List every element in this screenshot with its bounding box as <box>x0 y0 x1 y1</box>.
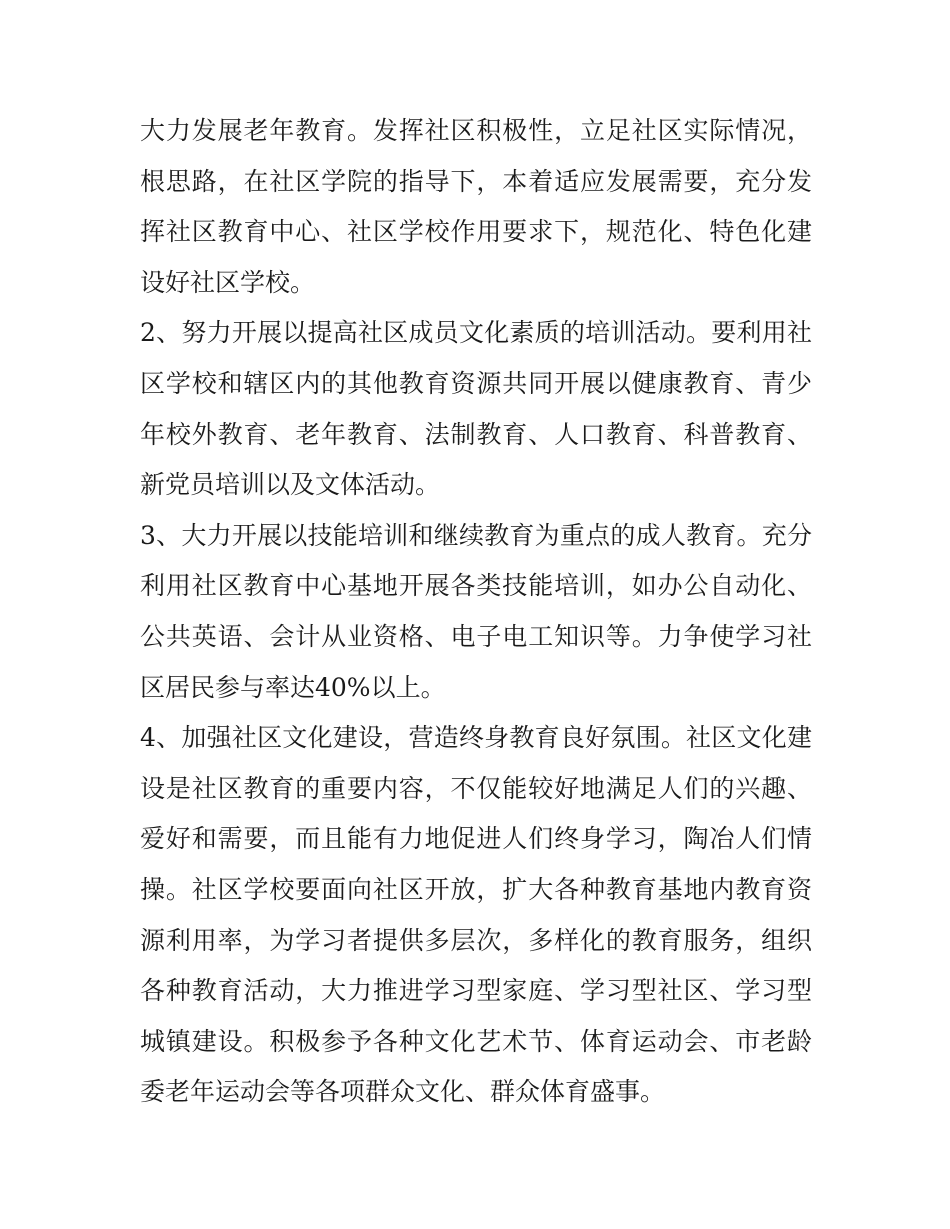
paragraph-3-adult-education: 3、大力开展以技能培训和继续教育为重点的成人教育。充分利用社区教育中心基地开展各类技能培训，如办公自动化、公共英语、会计从业资格、电子电工知识等。力争使学习社区居民参与率达40%以上。 <box>140 520 812 702</box>
paragraph-2-cultural-training: 2、努力开展以提高社区成员文化素质的培训活动。要利用社区学校和辖区内的其他教育资源共同开展以健康教育、青少年校外教育、老年教育、法制教育、人口教育、科普教育、新党员培训以及文体活动。 <box>140 318 812 500</box>
paragraph-4-community-culture: 4、加强社区文化建设，营造终身教育良好氛围。社区文化建设是社区教育的重要内容，不仅能较好地满足人们的兴趣、爱好和需要，而且能有力地促进人们终身学习，陶冶人们情操。社区学校要面向社区开放，扩大各种教育基地内教育资源利用率，为学习者提供多层次，多样化的教育服务，组织各种教育活动，大力推进学习型家庭、学习型社区、学习型城镇建设。积极参予各种文化艺术节、体育运动会、市老龄委老年运动会等各项群众文化、群众体育盛事。 <box>140 723 812 1107</box>
paragraph-elderly-education: 大力发展老年教育。发挥社区积极性，立足社区实际情况，根思路，在社区学院的指导下，本着适应发展需要，充分发挥社区教育中心、社区学校作用要求下，规范化、特色化建设好社区学校。 <box>140 116 812 297</box>
document-body <box>140 106 812 1118</box>
